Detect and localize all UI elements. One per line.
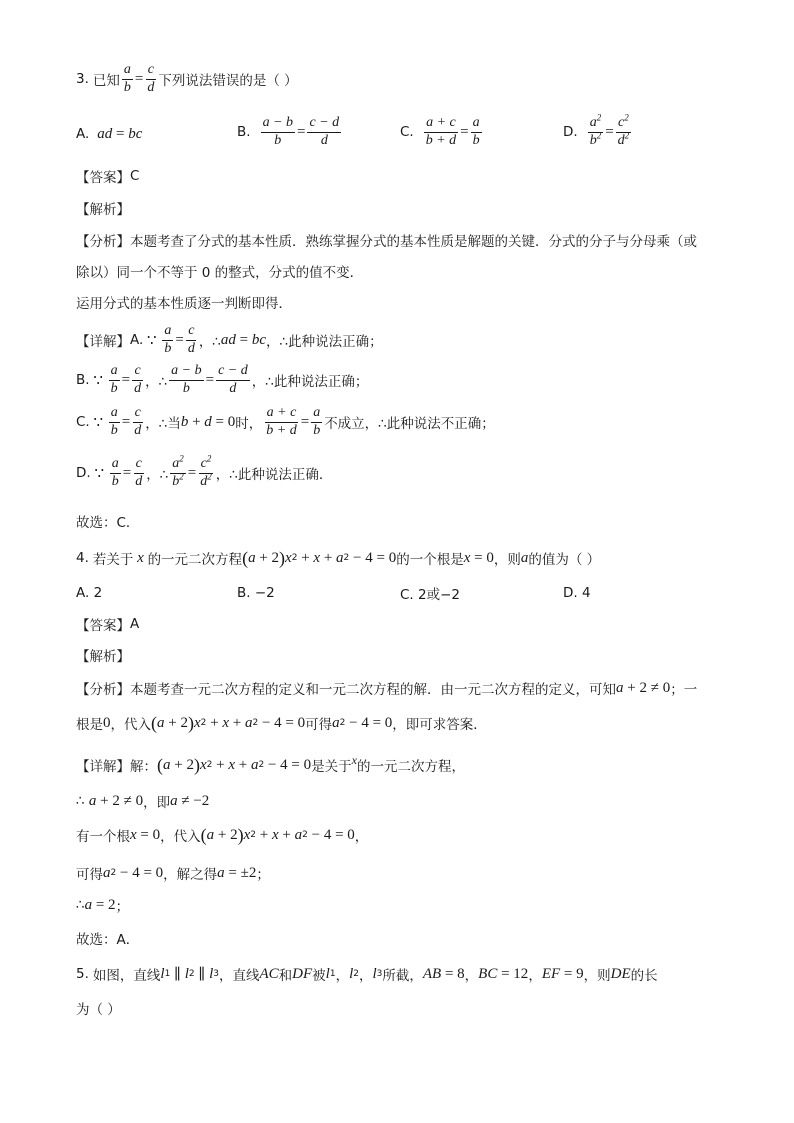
q3-analysis-line1: 【分析】 本题考查了分式的基本性质．熟练掌握分式的基本性质是解题的关键．分式的分子与分母乘（或 xyxy=(76,234,697,250)
q3-stem-pre: 已知 xyxy=(92,73,120,89)
q3-option-d: D. $\frac{a^2}{b^2}$ = $\frac{c^2}{d^2}$ xyxy=(563,112,630,148)
q4-detail-line3: 有一个根 x = 0 ，代入 ( a + 2 ) x 2 + x + a 2 − 4 = 0 ， xyxy=(76,824,369,845)
q3-option-a: A. ad = bc xyxy=(76,125,143,142)
q3-given-frac-left: $\frac{a}{b}$ xyxy=(123,61,131,95)
q4-detail-line4: 可得 a 2 − 4 = 0 ，解之得 a = ±2 ； xyxy=(76,864,270,883)
q3-number: 3. xyxy=(76,71,89,87)
q3-stem-post: 下列说法错误的是（ ） xyxy=(158,73,298,89)
q3-jiexi-tag: 【解析】 xyxy=(76,202,130,218)
q4-option-b: B. −2 xyxy=(237,585,275,601)
q3-answer: 【答案】 C xyxy=(76,168,140,186)
q4-stem: 4. 若关于 x 的一元二次方程 ( a + 2 ) x 2 + x + a 2 − 4 = 0 的一个根是 x = 0 ，则 a 的值为（ ） xyxy=(76,547,601,568)
q4-choose: 故选：A． xyxy=(76,932,140,948)
q3-option-c: C. $\frac{a + c}{b + d}$ = $\frac{a}{b}$ xyxy=(400,114,480,148)
q3-analysis-line3: 运用分式的基本性质逐一判断即得． xyxy=(76,296,292,312)
q4-analysis-line2: 根是 0 ，代入 ( a + 2 ) x 2 + x + a 2 − 4 = 0 可得 a 2 − 4 = 0 ，即可求答案． xyxy=(76,712,487,733)
q4-option-d: D. 4 xyxy=(563,585,591,601)
q4-jiexi-tag: 【解析】 xyxy=(76,649,130,665)
q4-detail-line5: ∴ a = 2 ； xyxy=(76,896,130,915)
q3-detail-a: 【详解】 A. ∵ $\frac{a}{b}$ = $\frac{c}{d}$ ，∴ ad = bc ，∴此种说法正确； xyxy=(76,322,383,356)
q3-detail-c: C. ∵ $\frac{a}{b}$ = $\frac{c}{d}$ ，∴当 b + d = 0 时， $\frac{a + c}{b + d}$ = $\frac{a}{b}$ 不成立，∴此种说法不正确； xyxy=(76,404,495,438)
q4-detail-line2: ∴ a + 2 ≠ 0 ，即 a ≠ −2 xyxy=(76,792,210,811)
q3-stem: 3. 已知 $\frac{a}{b}$ = $\frac{c}{d}$ 下列说法错误的是（ ） xyxy=(76,61,298,95)
q3-given-frac-right: $\frac{c}{d}$ xyxy=(147,61,155,95)
q3-analysis-line2: 除以）同一个不等于 0 的整式，分式的值不变． xyxy=(76,265,364,281)
q4-detail-line1: 【详解】 解： ( a + 2 ) x 2 + x + a 2 − 4 = 0 是关于 x 的一元二次方程， xyxy=(76,752,465,775)
q3-choose: 故选：C． xyxy=(76,515,140,531)
q3-option-b: B. $\frac{a - b}{b}$ = $\frac{c - d}{d}$ xyxy=(237,114,340,148)
q4-analysis-line1: 【分析】 本题考查一元二次方程的定义和一元二次方程的解．由一元二次方程的定义，可知 a + 2 ≠ 0 ；一 xyxy=(76,679,698,698)
q4-answer: 【答案】 A xyxy=(76,616,140,634)
q5-stem-line1: 5. 如图，直线 l 1 ∥ l 2 ∥ l 3 ，直线 AC 和 DF 被 l 1 ， l 2 ， l 3 所截， AB = 8 ， BC = 12 ， EF = 9 ，则 DE 的长 xyxy=(76,965,658,984)
q4-option-a: A. 2 xyxy=(76,585,103,601)
q5-stem-line2: 为（ ） xyxy=(76,1002,121,1018)
q3-detail-b: B. ∵ $\frac{a}{b}$ = $\frac{c}{d}$ ，∴ $\frac{a - b}{b}$ = $\frac{c - d}{d}$ ，∴此种说法正确； xyxy=(76,362,369,396)
q3-detail-d: D. ∵ $\frac{a}{b}$ = $\frac{c}{d}$ ，∴ $\frac{a^2}{b^2}$ = $\frac{c^2}{d^2}$ ，∴此种说法正确． xyxy=(76,453,333,489)
q4-option-c: C. 2或−2 xyxy=(400,587,460,603)
